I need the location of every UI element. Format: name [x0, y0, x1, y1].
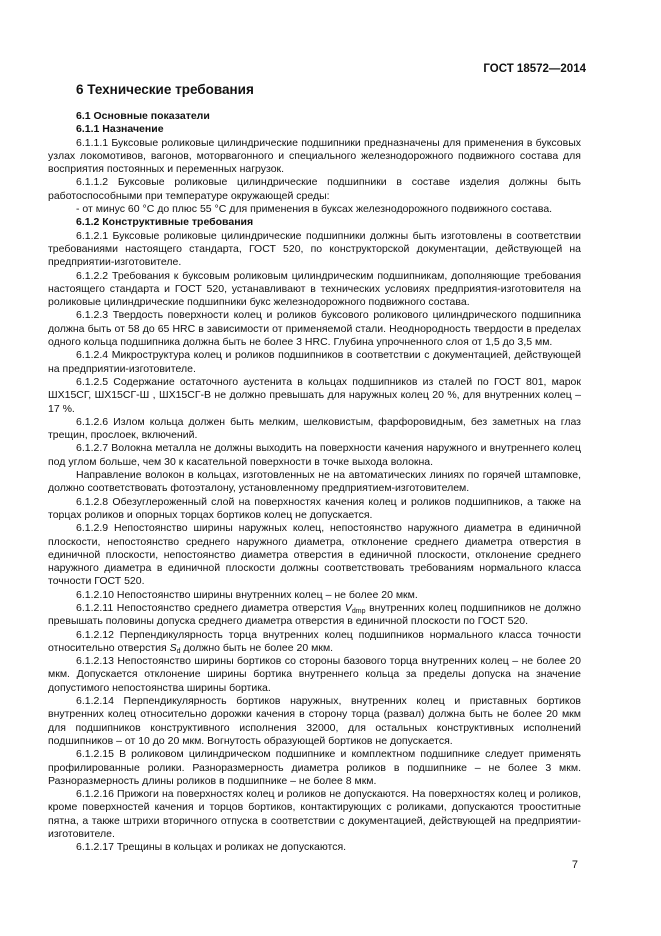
paragraph-6-1-2-1: 6.1.2.1 Буксовые роликовые цилиндрические подшипники должны быть изготовлены в соответствии требованиями настоящего стандарта, ГОСТ 520, по конструкторской документации, действующей на предприятии-изготовителе. — [48, 229, 581, 269]
paragraph-6-1-2-14: 6.1.2.14 Перпендикулярность бортиков наружных, внутренних колец и приставных бортиков внутренних колец относительно дорожки качения в сторону торца (развал) должна быть не более 20 мкм для подшипников конструктивного исполнения 32000, для остальных конструктивных исполнений подшипников – от 10 до 20 мкм. Вогнутость образующей бортиков не допускается. — [48, 695, 581, 747]
paragraph-6-1-1-2-item: - от минус 60 °С до плюс 55 °С для применения в буксах железнодорожного подвижного состава. — [76, 203, 553, 216]
paragraph-6-1-2-16: 6.1.2.16 Прижоги на поверхностях колец и роликов не допускаются. На поверхностях колец и роликов, кроме поверхностей качения и торцов бортиков, контактирующих с роликами, допускаются трооститные пятна, а также штрихи вторичного отпуска в соответствии с документацией, действующей на предприятии-изготовителе. — [48, 788, 581, 841]
paragraph-6-1-2-9: 6.1.2.9 Непостоянство ширины наружных колец, непостоянство наружного диаметра в единичной плоскости, непостоянство среднего наружного диаметра, отклонение среднего диаметра отверстия в единичной плоскости, непостоянство диаметра отверстия в единичной плоскости, отклонение среднего наружного диаметра в единичной плоскости должны соответствовать требованиям нормального класса точности ГОСТ 520. — [48, 522, 581, 588]
page-number: 7 — [571, 859, 578, 871]
symbol-v: V — [344, 601, 352, 614]
paragraph-6-1-2-6: 6.1.2.6 Излом кольца должен быть мелким, шелковистым, фарфоровидным, без заметных на глаз трещин, прослоек, включений. — [48, 415, 581, 442]
heading-6-1: 6.1 Основные показатели — [76, 110, 210, 122]
paragraph-6-1-2-15: 6.1.2.15 В роликовом цилиндрическом подшипнике и комплектном подшипнике следует применять профилированные ролики. Разноразмерность диаметра роликов в подшипнике – не более 3 мкм. Разноразмерность длины роликов в подшипнике – не более 8 мкм. — [48, 748, 581, 787]
paragraph-6-1-2-5: 6.1.2.5 Содержание остаточного аустенита в кольцах подшипников из сталей по ГОСТ 801, марок ШХ15СГ, ШХ15СГ-Ш , ШХ15СГ-В не должно превышать для наружных колец 20 %, для внутренних колец – 17 %. — [48, 375, 581, 415]
document-code: ГОСТ 18572—2014 — [483, 63, 586, 75]
heading-6-1-2: 6.1.2 Конструктивные требования — [76, 216, 254, 229]
paragraph-6-1-2-12 — [48, 629, 581, 656]
paragraph-6-1-2-11-text-end: внутренних колец подшипников не должно превышать половины допуска среднего диаметра отверстия в единичной плоскости по ГОСТ 520. — [48, 601, 581, 628]
paragraph-6-1-2-7: 6.1.2.7 Волокна металла не должны выходить на поверхности качения наружного и внутреннего колец под углом больше, чем 30 к касательной поверхности в точке выхода волокна. — [48, 442, 581, 468]
paragraph-6-1-2-4: 6.1.2.4 Микроструктура колец и роликов подшипников в соответствии с документацией, действующей на предприятии-изготовителе. — [48, 349, 581, 375]
heading-6-1-1: 6.1.1 Назначение — [76, 123, 164, 136]
paragraph-6-1-1-2: 6.1.1.2 Буксовые роликовые цилиндрические подшипники в составе изделия должны быть работоспособными при температуре окружающей среды: — [48, 176, 581, 202]
paragraph-6-1-2-7-cont: Направление волокон в кольцах, изготовленных не на автоматических линиях по горячей штамповке, должно соответствовать фотоэталону, установленному предприятием-изготовителем. — [48, 469, 581, 495]
paragraph-6-1-2-10: 6.1.2.10 Непостоянство ширины внутренних колец – не более 20 мкм. — [76, 588, 418, 601]
paragraph-6-1-2-12-text-end: должно быть не более 20 мкм. — [180, 641, 334, 654]
subscript-d: d — [176, 647, 181, 655]
symbol-s: S — [169, 641, 177, 654]
section-title: 6 Технические требования — [76, 82, 254, 97]
paragraph-6-1-2-2: 6.1.2.2 Требования к буксовым роликовым цилиндрическим подшипникам, дополняющие требования настоящего стандарта и ГОСТ 520, устанавливают в технических условиях предприятия-изготовителя на роликовые цилиндрические подшипники букс железнодорожного подвижного состава. — [48, 269, 581, 309]
paragraph-6-1-2-11-text-start: 6.1.2.11 Непостоянство среднего диаметра отверстия — [76, 601, 345, 614]
subscript-dmp: dmp — [351, 607, 366, 615]
paragraph-6-1-1-1: 6.1.1.1 Буксовые роликовые цилиндрические подшипники предназначены для применения в буксовых узлах локомотивов, вагонов, моторвагонного и специального железнодорожного подвижного состава для восприятия постоянных и переменных нагрузок. — [48, 136, 581, 176]
paragraph-6-1-2-17: 6.1.2.17 Трещины в кольцах и роликах не допускаются. — [76, 841, 347, 854]
paragraph-6-1-2-11 — [48, 602, 581, 629]
document-body — [48, 110, 581, 855]
paragraph-6-1-2-12-text-start: 6.1.2.12 Перпендикулярность торца внутренних колец подшипников нормального класса точности относительно отверстия — [48, 628, 581, 654]
paragraph-6-1-2-3: 6.1.2.3 Твердость поверхности колец и роликов буксового роликового цилиндрического подшипника должна быть от 58 до 65 HRC в зависимости от применяемой стали. Неоднородность твердости в пределах одного кольца подшипника должна быть не более 3 HRC. Глубина упрочненного слоя от 1,5 до 3,5 мм. — [48, 309, 581, 349]
paragraph-6-1-2-8: 6.1.2.8 Обезуглероженный слой на поверхностях качения колец и роликов подшипников, а также на торцах роликов и опорных торцах бортиков колец не допускается. — [48, 495, 581, 521]
paragraph-6-1-2-13: 6.1.2.13 Непостоянство ширины бортиков со стороны базового торца внутренних колец – не более 20 мкм. Допускается отклонение ширины бортика внутреннего кольца за пределы допуска на значение допустимого непостоянства ширины бортика. — [48, 655, 581, 694]
